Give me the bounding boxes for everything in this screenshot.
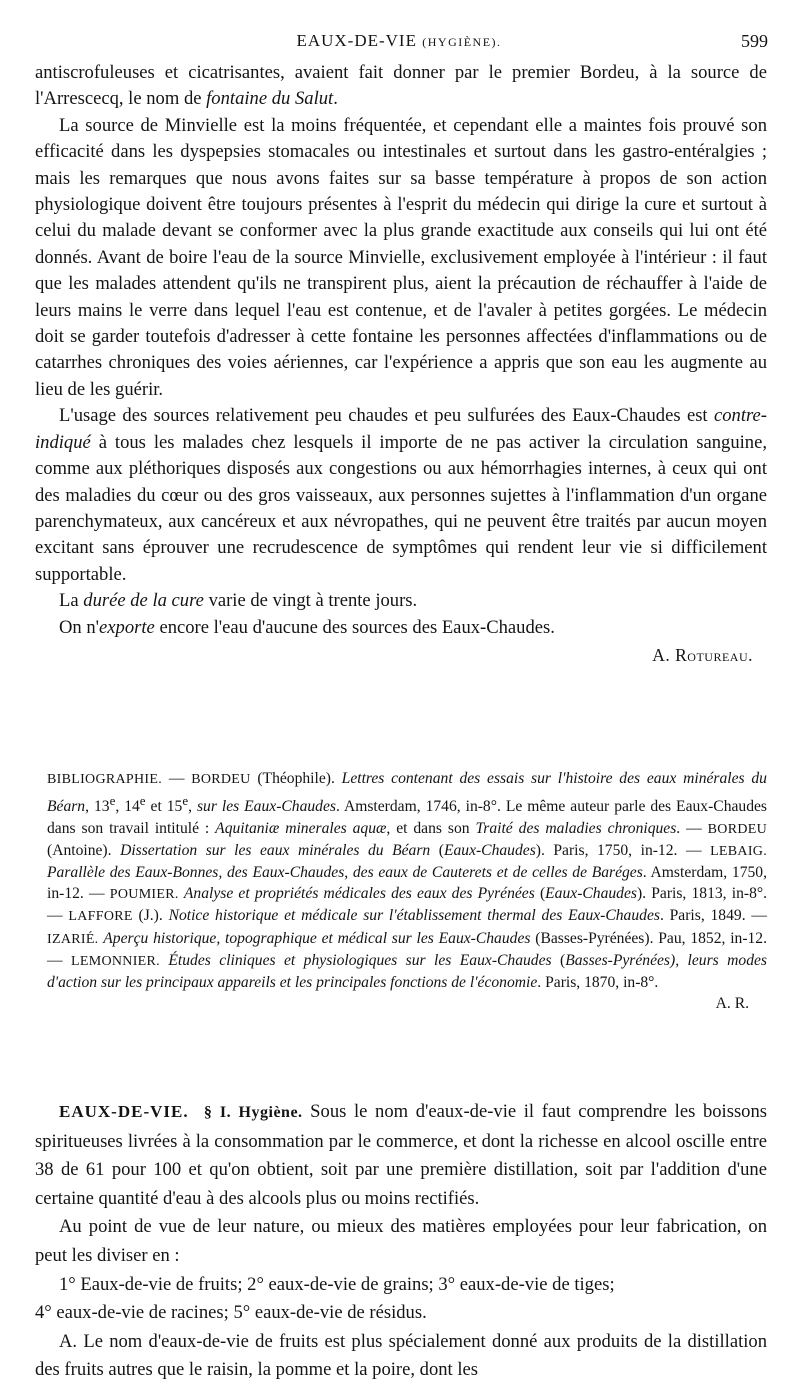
dash: — <box>47 951 72 969</box>
ref-author: LEMONNIER. <box>71 953 160 969</box>
paragraph-5-text-b: encore l'eau d'aucune des sources des Eaux-Chaudes. <box>154 616 555 638</box>
ref-text: ( <box>430 841 444 859</box>
paragraph-3-text-a: L'usage des sources relativement peu chaudes et peu sulfurées des Eaux-Chaudes est <box>59 405 714 427</box>
dash: — <box>162 770 192 787</box>
entry-paragraph-1-text: Sous le nom d'eaux-de-vie il faut comprendre les boissons spiritueuses livrées à la consommation par le commerce, et dont la richesse en alcool oscille entre 38 de 61 pour 100 et qu'on obtient, soit par une première distillation, soit par l'addition d'une certaine quantité d'eau à des alcools plus ou moins rectifiés. <box>35 1101 768 1209</box>
ref-title: Eaux-Chaudes <box>443 841 536 859</box>
running-title-sub: (HYGIÈNE). <box>422 35 502 49</box>
ref-title: Parallèle des Eaux-Bonnes, des Eaux-Chaudes, des eaux de Cauterets et de celles de Baréges <box>47 864 643 881</box>
ref-title: Études cliniques et physiologiques sur les Eaux-Chaudes <box>168 951 552 969</box>
ref-author: IZARIÉ. <box>47 931 99 947</box>
ref-title: Notice historique et médicale sur l'établissement thermal des Eaux-Chaudes <box>168 907 660 925</box>
ref-text: , et dans son <box>386 819 476 837</box>
entry-list-line-1: 1° Eaux-de-vie de fruits; 2° eaux-de-vie de grains; 3° eaux-de-vie de tiges; <box>59 1273 615 1295</box>
ref-title: sur les Eaux-Chaudes <box>196 798 336 816</box>
ref-text: . Paris, 1849. <box>659 907 746 925</box>
ref-text: . Amsterdam, 1746, in-8°. Le même auteur parle des Eaux-Chaudes dans son travail intitulé : <box>47 798 767 837</box>
paragraph-4-italic: durée de la cure <box>83 590 204 612</box>
ref-sup: e <box>139 793 146 809</box>
ref-title: Aquitaniæ minerales aquæ <box>215 819 387 837</box>
ref-text: ). Paris, 1813, in-8°. <box>636 885 768 903</box>
bibliography-signature: A. R. <box>715 995 749 1013</box>
ref-title: Dissertation sur les eaux minérales du Béarn <box>120 841 431 859</box>
ref-text: ( <box>530 929 541 947</box>
ref-text: . Paris, 1870, in-8°. <box>537 974 659 992</box>
paragraph-1-end: . <box>333 88 338 110</box>
ref-text: Basses-Pyrénées <box>540 929 645 947</box>
paragraph-1-italic: fontaine du Salut <box>206 88 334 110</box>
ref-text: ). Pau, 1852, in-12. <box>644 929 768 947</box>
ref-text: . Amsterdam, 1750, in-12. <box>47 864 767 903</box>
entry-paragraph-2: Au point de vue de leur nature, ou mieux des matières employées pour leur fabrication, on peut les diviser en : <box>35 1216 767 1266</box>
paragraph-1-text: antiscrofuleuses et cicatrisantes, avaient fait donner par le premier Bordeu, à la source de l'Arrescecq, le nom de <box>35 62 767 110</box>
ref-text: , <box>188 798 197 816</box>
entry-paragraph-1 <box>35 1098 767 1213</box>
dash: — <box>677 841 711 859</box>
author-signature: A. Rotureau. <box>652 644 753 665</box>
entry-paragraph-3: A. Le nom d'eaux-de-vie de fruits est plus spécialement donné aux produits de la distillation des fruits autres que le raisin, la pomme et la poire, dont les <box>35 1330 767 1381</box>
ref-title: Analyse et propriétés médicales des eaux des Pyrénées <box>183 885 535 903</box>
ref-title: Eaux-Chaudes <box>545 885 637 903</box>
ref-author: BORDEU <box>707 821 767 837</box>
dash: — <box>680 819 708 837</box>
ref-title: Traité des maladies chroniques <box>475 819 677 837</box>
ref-title: Basses-Pyrénées <box>565 951 671 969</box>
paragraph-4-text-b: varie de vingt à trente jours. <box>203 590 418 612</box>
bibliography-text <box>47 768 767 993</box>
paragraph-2: La source de Minvielle est la moins fréquentée, et cependant elle a maintes fois prouvé son efficacité dans les dyspepsies stomacales ou intestinales et surtout dans les gastro-entéralgies ; mais les remarques que nous avons faites sur sa basse température à propos de son action physiologique doivent être toujours présentes à l'esprit du médecin qui dirige la cure et surtout à celui du malade devant se conformer avec la plus grande exactitude aux conseils qui lui ont été donnés. Avant de boire l'eau de la source Minvielle, exclusivement employée à l'intérieur : il faut que les malades attendent qu'ils ne transpirent plus, aient la précaution de réchauffer à l'aide de leurs mains le verre dans lequel l'eau est contenue, et de l'avaler à petites gorgées. Le médecin doit se garder toutefois d'adresser à cette fontaine les personnes affectées d'inflammations ou de catarrhes chroniques des voies aériennes, car l'expérience a appris que son eau les augmente au lieu de les guérir. <box>35 114 767 400</box>
paragraph-5 <box>35 615 767 641</box>
paragraph-5-text-a: On n' <box>59 616 100 638</box>
ref-author: LEBAIG. <box>710 843 768 859</box>
page-number: 599 <box>741 31 768 51</box>
paragraph-4-text-a: La <box>59 590 84 612</box>
ref-text: ( <box>534 885 546 903</box>
ref-author: LAFFORE <box>68 909 133 925</box>
ref-text: . <box>676 819 681 837</box>
ref-title: Aperçu historique, topographique et médical sur les Eaux-Chaudes <box>103 929 531 947</box>
ref-text: , 13 <box>85 798 110 816</box>
dash: — <box>745 907 767 925</box>
ref-text: (J.). <box>132 907 169 925</box>
entry-list-line-2: 4° eaux-de-vie de racines; 5° eaux-de-vie de résidus. <box>35 1302 427 1324</box>
ref-text: et 15 <box>145 798 183 816</box>
paragraph-4 <box>35 588 767 614</box>
ref-author: POUMIER. <box>109 887 179 903</box>
paragraph-3-italic: contre-indiqué <box>35 405 767 453</box>
paragraph-3-text-b: à tous les malades chez lesquels il importe de ne pas activer la circulation sanguine, comme aux pléthoriques disposés aux congestions ou aux hémorrhagies internes, à ceux qui ont des maladies du cœur ou des gros vaisseaux, aux personnes sujettes à l'inflammation d'un organe parenchymateux, aux cancéreux et aux névropathes, qui ne peuvent être traités par aucun moyen excitant sans éprouver une recrudescence de symptômes qui rendent leur vie si difficilement supportable. <box>35 431 767 585</box>
new-entry <box>35 1098 767 1385</box>
ref-text: ). Paris, 1750, in-12. <box>535 841 678 859</box>
ref-text: , 14 <box>115 798 140 816</box>
running-header <box>28 31 770 55</box>
running-title-main: EAUX-DE-VIE <box>296 31 417 50</box>
ref-text: ( <box>551 951 566 969</box>
entry-headword: EAUX-DE-VIE. <box>59 1102 189 1121</box>
ref-text: (Antoine). <box>47 841 121 859</box>
paragraph-1 <box>35 60 767 113</box>
bibliography-label: BIBLIOGRAPHIE. <box>47 772 163 787</box>
article-body <box>35 60 767 668</box>
dash: — <box>47 907 69 925</box>
ref-sup: e <box>182 793 189 809</box>
ref-author: BORDEU <box>191 772 251 787</box>
ref-text: (Théophile). <box>250 770 342 787</box>
running-title <box>28 31 770 51</box>
ref-title: ), leurs modes d'action sur les principaux appareils et les principales fonctions de l'économie <box>47 951 767 992</box>
paragraph-5-italic: exporte <box>99 616 155 638</box>
paragraph-3 <box>35 403 767 588</box>
dash: — <box>83 885 110 903</box>
ref-title: Lettres contenant des essais sur l'histoire des eaux minérales du Béarn <box>47 770 767 816</box>
bibliography <box>47 768 767 1014</box>
entry-section-title: § I. Hygiène. <box>203 1104 303 1121</box>
ref-sup: e <box>109 793 116 809</box>
